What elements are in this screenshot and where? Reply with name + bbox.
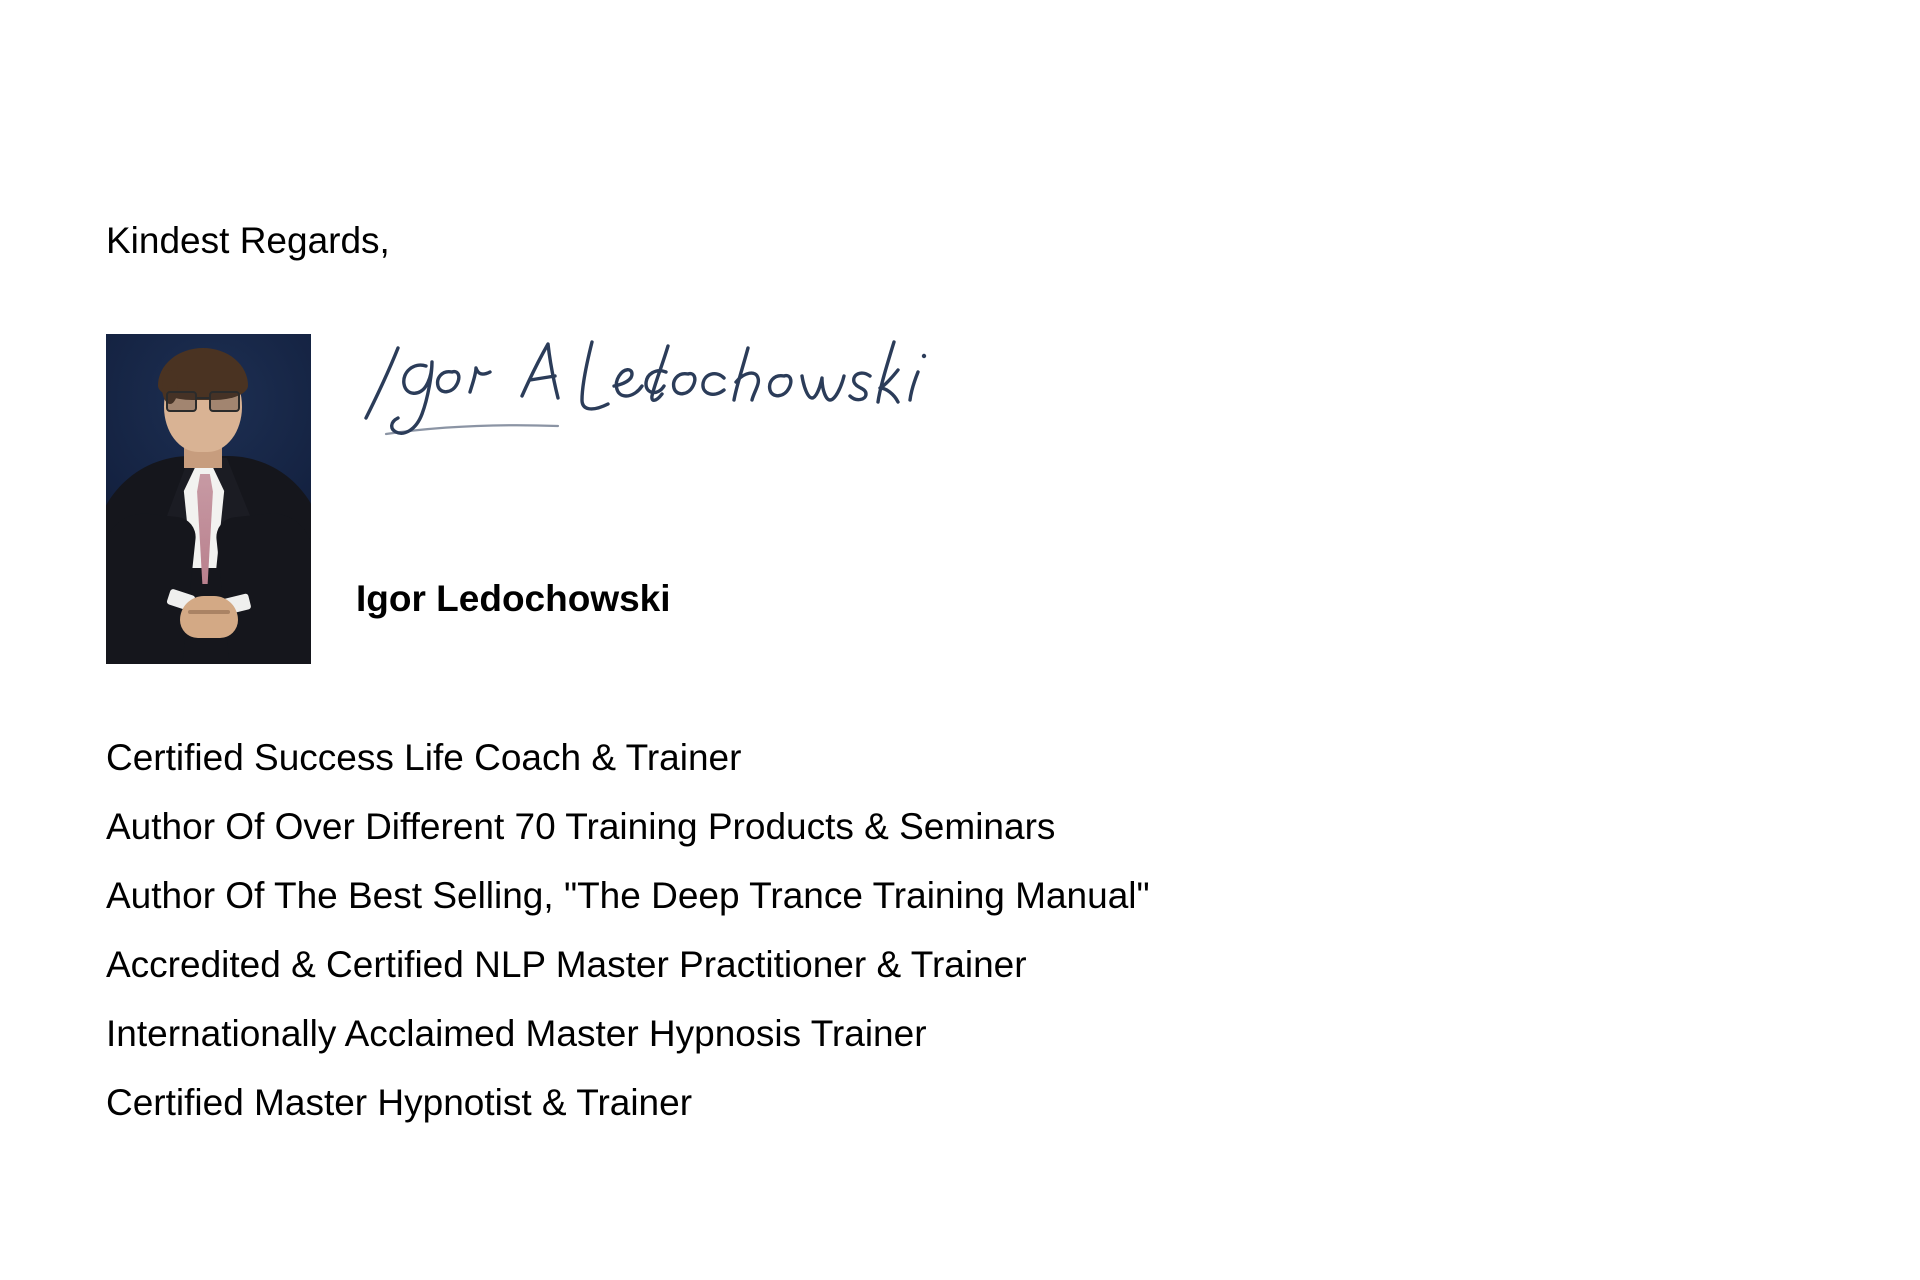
list-item: Certified Success Life Coach & Trainer — [106, 737, 742, 778]
glasses-right-lens — [209, 391, 240, 412]
handwritten-signature-image — [352, 322, 992, 452]
list-item: Accredited & Certified NLP Master Practitioner & Trainer — [106, 944, 1027, 985]
salutation-text: Kindest Regards, — [106, 220, 390, 261]
portrait-left-arm — [106, 510, 198, 664]
list-item: Author Of The Best Selling, "The Deep Trance Training Manual" — [106, 875, 1150, 916]
avatar — [106, 334, 311, 664]
signer-name: Igor Ledochowski — [356, 578, 671, 619]
list-item: Author Of Over Different 70 Training Products & Seminars — [106, 806, 1056, 847]
list-item: Internationally Acclaimed Master Hypnosis Trainer — [106, 1013, 927, 1054]
portrait-clasped-hands — [180, 596, 238, 638]
glasses-icon — [166, 391, 240, 408]
portrait-right-arm — [214, 509, 311, 664]
glasses-left-lens — [166, 391, 197, 412]
glasses-bridge — [195, 397, 209, 399]
credentials-list — [106, 723, 1150, 1137]
list-item: Certified Master Hypnotist & Trainer — [106, 1082, 693, 1123]
